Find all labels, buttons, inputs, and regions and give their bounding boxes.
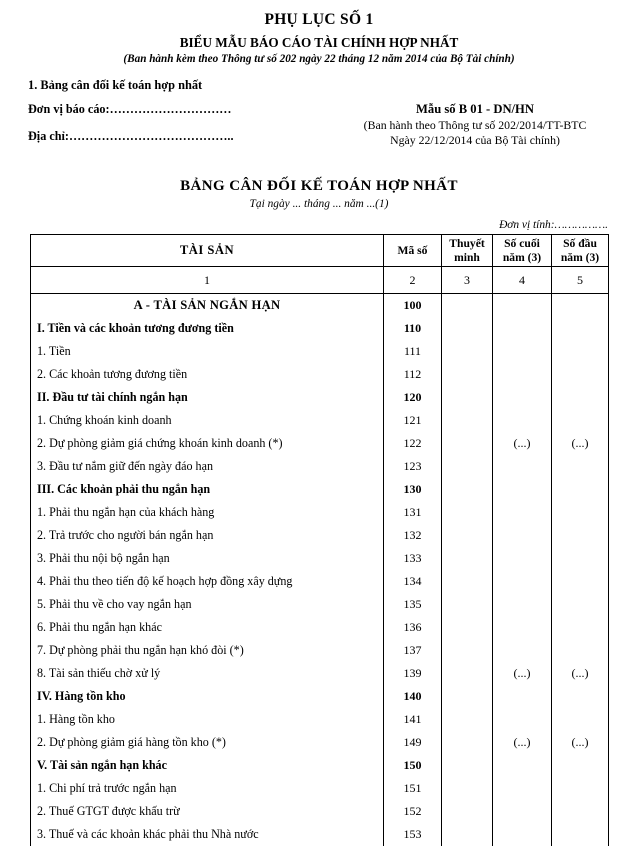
column-header-note [442,235,493,267]
row-label: 6. Phải thu ngắn hạn khác [31,616,384,639]
row-note [442,823,493,846]
row-note [442,294,493,318]
row-begin-balance [552,823,609,846]
balance-sheet-date: Tại ngày ... tháng ... năm ...(1) [249,198,389,211]
row-label: 3. Đầu tư nắm giữ đến ngày đáo hạn [31,455,384,478]
column-header-note-line2: minh [454,250,480,264]
table-row [31,731,609,754]
table-row [31,524,609,547]
form-note-line-2: Ngày 22/12/2014 của Bộ Tài chính) [390,133,560,148]
row-label: A - TÀI SẢN NGẮN HẠN [31,294,384,318]
row-begin-balance [552,570,609,593]
row-end-balance [493,800,552,823]
row-begin-balance [552,501,609,524]
row-begin-balance [552,708,609,731]
column-header-note-line1: Thuyết [449,236,485,250]
reporting-unit-label: Đơn vị báo cáo:………………………… [28,102,232,117]
row-code: 131 [384,501,442,524]
table-row [31,432,609,455]
row-end-balance [493,363,552,386]
column-header-begin-line2: năm (3) [560,250,600,264]
column-header-end-line1: Số cuối [504,236,540,250]
row-end-balance [493,593,552,616]
table-row [31,455,609,478]
column-header-end-balance [493,235,552,267]
row-code: 141 [384,708,442,731]
row-end-balance [493,639,552,662]
row-note [442,708,493,731]
row-label: 2. Trả trước cho người bán ngắn hạn [31,524,384,547]
row-note [442,478,493,501]
row-begin-balance [552,777,609,800]
row-note [442,501,493,524]
row-code: 135 [384,593,442,616]
row-begin-balance [552,616,609,639]
table-row [31,317,609,340]
table-row [31,708,609,731]
row-note [442,340,493,363]
row-end-balance [493,754,552,777]
row-code: 123 [384,455,442,478]
row-label: 1. Chi phí trả trước ngắn hạn [31,777,384,800]
row-begin-balance [552,478,609,501]
row-begin-balance [552,455,609,478]
row-label: 2. Thuế GTGT được khấu trừ [31,800,384,823]
row-begin-balance [552,593,609,616]
document-issue-note: (Ban hành kèm theo Thông tư số 202 ngày 22 tháng 12 năm 2014 của Bộ Tài chính) [123,53,515,66]
row-note [442,685,493,708]
row-begin-balance [552,340,609,363]
row-note [442,570,493,593]
column-header-end-line2: năm (3) [502,250,542,264]
section-heading: 1. Bảng cân đối kế toán hợp nhất [28,78,203,93]
row-begin-balance [552,685,609,708]
table-row [31,386,609,409]
row-code: 122 [384,432,442,455]
table-row [31,662,609,685]
row-end-balance [493,524,552,547]
row-begin-balance: (...) [552,432,609,455]
column-header-begin-line1: Số đầu [563,236,597,250]
document-subtitle: BIỂU MẪU BÁO CÁO TÀI CHÍNH HỢP NHẤT [179,35,459,51]
balance-sheet-table [30,234,609,846]
table-row [31,363,609,386]
row-note [442,547,493,570]
address-label: Địa chỉ:………………………………….. [28,129,234,144]
row-label: 2. Dự phòng giảm giá chứng khoán kinh doanh (*) [31,432,384,455]
column-number-1: 1 [31,267,384,294]
row-end-balance [493,570,552,593]
row-label: 1. Tiền [31,340,384,363]
table-body [31,294,609,846]
row-begin-balance [552,363,609,386]
row-label: 1. Hàng tồn kho [31,708,384,731]
row-end-balance [493,340,552,363]
table-header-row [31,235,609,267]
form-code: Mẫu số B 01 - DN/HN [416,102,534,117]
row-begin-balance [552,317,609,340]
table-row [31,593,609,616]
row-end-balance [493,616,552,639]
table-row [31,639,609,662]
row-code: 149 [384,731,442,754]
row-label: I. Tiền và các khoản tương đương tiền [31,317,384,340]
form-info-right [320,102,630,148]
table-row [31,547,609,570]
row-label: V. Tài sản ngắn hạn khác [31,754,384,777]
row-begin-balance [552,524,609,547]
table-header [31,235,609,294]
row-code: 120 [384,386,442,409]
table-row [31,409,609,432]
row-note [442,639,493,662]
row-label: 3. Phải thu nội bộ ngắn hạn [31,547,384,570]
balance-sheet-title: BẢNG CÂN ĐỐI KẾ TOÁN HỢP NHẤT [180,178,458,195]
row-note [442,455,493,478]
column-header-begin-balance [552,235,609,267]
row-end-balance [493,455,552,478]
row-code: 111 [384,340,442,363]
table-row [31,800,609,823]
row-label: 2. Các khoản tương đương tiền [31,363,384,386]
row-code: 100 [384,294,442,318]
column-number-3: 3 [442,267,493,294]
row-label: II. Đầu tư tài chính ngắn hạn [31,386,384,409]
row-label: 4. Phải thu theo tiến độ kế hoạch hợp đồng xây dựng [31,570,384,593]
row-label: III. Các khoản phải thu ngắn hạn [31,478,384,501]
column-number-5: 5 [552,267,609,294]
column-header-assets: TÀI SẢN [31,235,384,267]
row-code: 121 [384,409,442,432]
row-end-balance [493,777,552,800]
row-end-balance: (...) [493,662,552,685]
row-end-balance: (...) [493,731,552,754]
row-end-balance [493,409,552,432]
row-label: 1. Chứng khoán kinh doanh [31,409,384,432]
row-code: 153 [384,823,442,846]
row-code: 151 [384,777,442,800]
row-end-balance [493,501,552,524]
column-number-row [31,267,609,294]
row-end-balance [493,547,552,570]
row-code: 133 [384,547,442,570]
row-note [442,432,493,455]
row-code: 112 [384,363,442,386]
row-begin-balance: (...) [552,662,609,685]
row-label: IV. Hàng tồn kho [31,685,384,708]
row-end-balance [493,386,552,409]
row-label: 7. Dự phòng phải thu ngắn hạn khó đòi (*) [31,639,384,662]
currency-unit-label: Đơn vị tính:……………. [499,219,608,232]
row-label: 2. Dự phòng giảm giá hàng tồn kho (*) [31,731,384,754]
row-begin-balance [552,547,609,570]
column-header-code: Mã số [384,235,442,267]
row-begin-balance [552,386,609,409]
table-row [31,478,609,501]
table-row [31,570,609,593]
row-end-balance [493,294,552,318]
row-label: 5. Phải thu về cho vay ngắn hạn [31,593,384,616]
row-begin-balance [552,409,609,432]
table-row [31,823,609,846]
table-row [31,777,609,800]
document-page [0,11,638,842]
row-note [442,731,493,754]
row-label: 1. Phải thu ngắn hạn của khách hàng [31,501,384,524]
row-label: 3. Thuế và các khoản khác phải thu Nhà nước [31,823,384,846]
row-begin-balance [552,754,609,777]
row-note [442,317,493,340]
table-row [31,501,609,524]
column-number-2: 2 [384,267,442,294]
form-note-line-1: (Ban hành theo Thông tư số 202/2014/TT-BTC [363,117,587,132]
row-label: 8. Tài sản thiếu chờ xử lý [31,662,384,685]
row-code: 137 [384,639,442,662]
table-row [31,616,609,639]
row-code: 134 [384,570,442,593]
row-end-balance: (...) [493,432,552,455]
row-begin-balance [552,800,609,823]
table-row [31,294,609,318]
row-note [442,662,493,685]
row-end-balance [493,317,552,340]
table-row [31,754,609,777]
row-code: 110 [384,317,442,340]
table-row [31,685,609,708]
row-end-balance [493,823,552,846]
column-number-4: 4 [493,267,552,294]
page-title: PHỤ LỤC SỐ 1 [264,11,374,28]
row-code: 140 [384,685,442,708]
row-code: 139 [384,662,442,685]
row-end-balance [493,708,552,731]
row-note [442,800,493,823]
row-begin-balance [552,294,609,318]
row-note [442,363,493,386]
report-info-block [0,102,638,156]
row-begin-balance [552,639,609,662]
row-begin-balance: (...) [552,731,609,754]
row-note [442,616,493,639]
row-note [442,754,493,777]
row-code: 152 [384,800,442,823]
row-code: 132 [384,524,442,547]
row-note [442,593,493,616]
row-note [442,777,493,800]
row-code: 130 [384,478,442,501]
row-note [442,524,493,547]
report-info-left [28,102,328,156]
row-code: 136 [384,616,442,639]
row-note [442,409,493,432]
row-code: 150 [384,754,442,777]
row-end-balance [493,478,552,501]
table-row [31,340,609,363]
row-end-balance [493,685,552,708]
row-note [442,386,493,409]
